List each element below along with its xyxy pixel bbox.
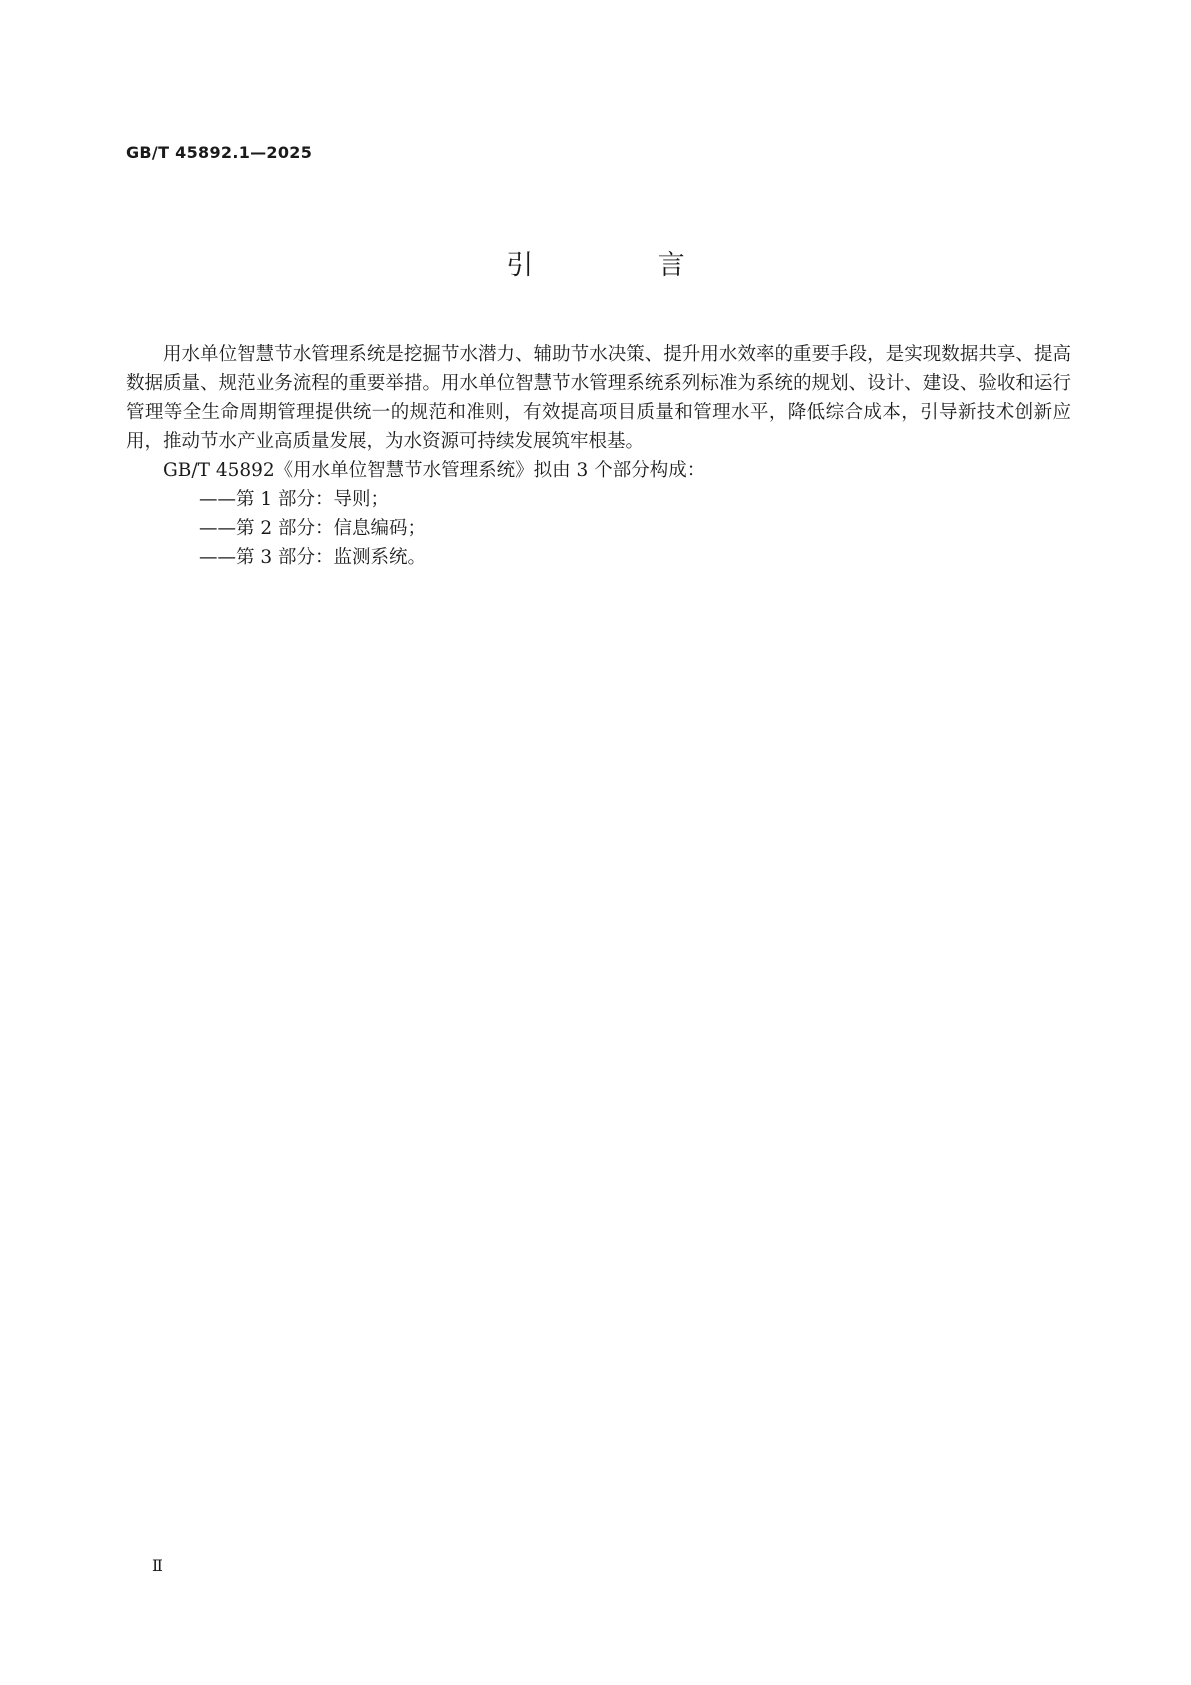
page-number: Ⅱ <box>152 1556 163 1575</box>
standard-code: GB/T 45892.1—2025 <box>126 143 313 162</box>
intro-paragraph: 用水单位智慧节水管理系统是挖掘节水潜力、辅助节水决策、提升用水效率的重要手段，是实现数据共享、提高数据质量、规范业务流程的重要举措。用水单位智慧节水管理系统系列标准为系统的规划、设计、建设、验收和运行管理等全生命周期管理提供统一的规范和准则，有效提高项目质量和管理水平，降低综合成本，引导新技术创新应用，推动节水产业高质量发展，为水资源可持续发展筑牢根基。 <box>126 344 1071 452</box>
part-list-item: ——第 1 部分：导则； <box>199 489 390 510</box>
parts-intro-paragraph: GB/T 45892《用水单位智慧节水管理系统》拟由 3 个部分构成： <box>163 460 706 481</box>
section-title: 引 言 <box>506 250 743 281</box>
part-list-item: ——第 3 部分：监测系统。 <box>199 547 427 568</box>
introduction-body <box>126 340 1071 572</box>
part-list-item: ——第 2 部分：信息编码； <box>199 518 427 539</box>
